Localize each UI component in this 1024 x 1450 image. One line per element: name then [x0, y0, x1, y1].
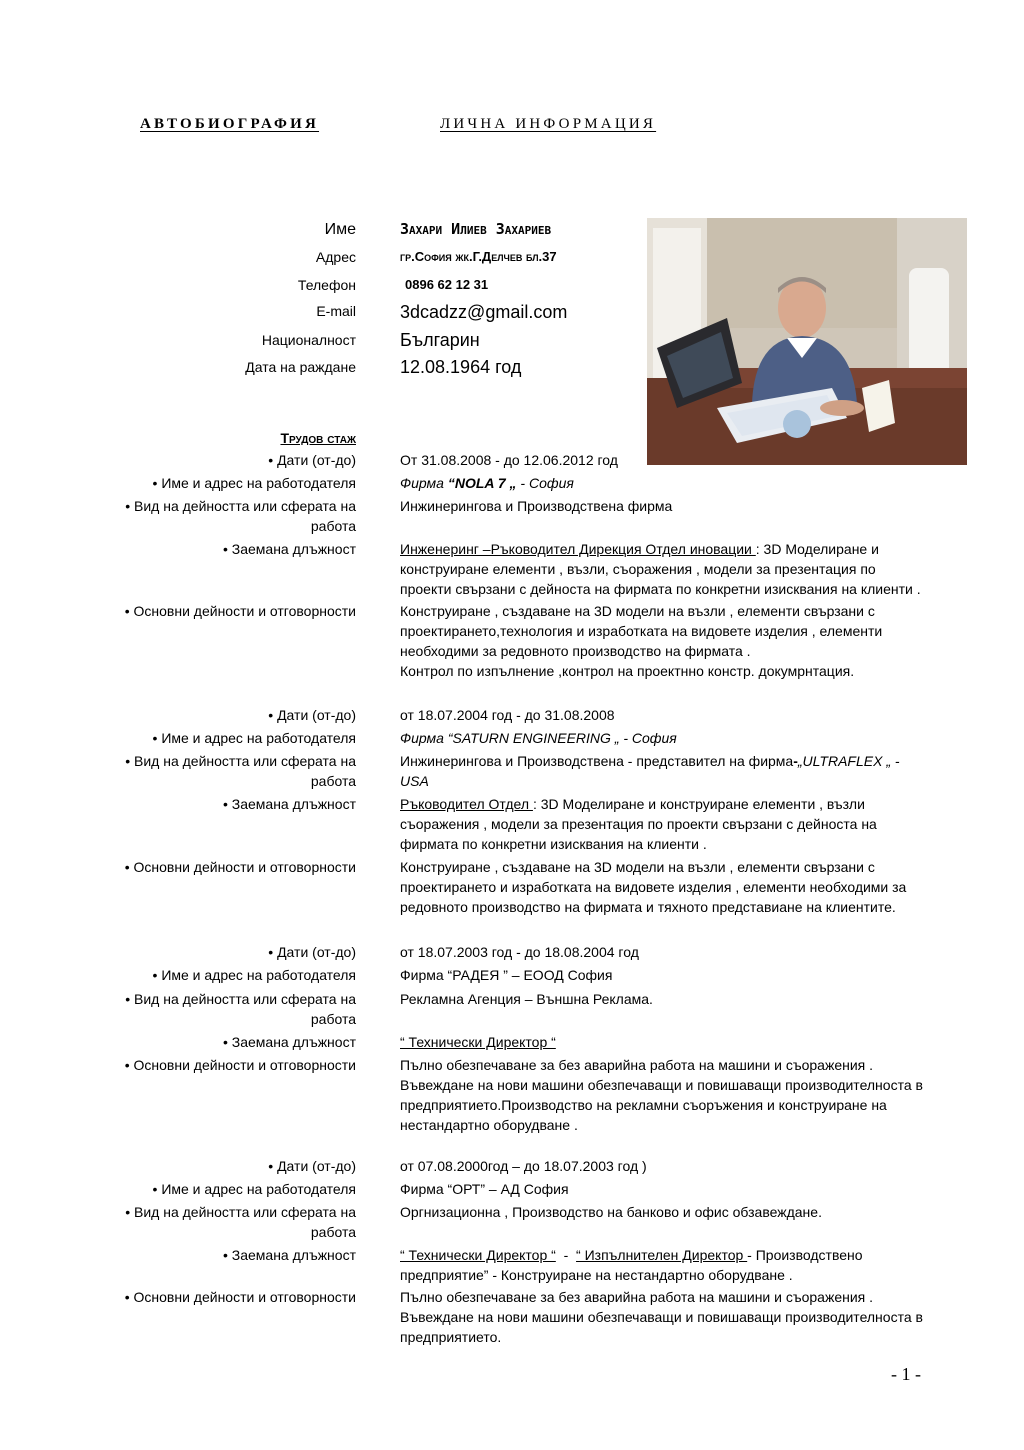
business-label-line2: работа — [310, 518, 356, 534]
job3-position-value: “ Технически Директор “ — [400, 1034, 556, 1050]
job1-position-value — [400, 539, 932, 599]
job4-position-value — [400, 1245, 932, 1285]
job4-position-title1: “ Технически Директор “ — [400, 1247, 556, 1263]
job2-business-italic: „ULTRAFLEX „ - — [797, 753, 900, 769]
job3-duties-label: • Основни дейности и отговорности — [124, 1057, 356, 1073]
job1-dates-label: • Дати (от-до) — [268, 452, 356, 468]
job1-employer-bold: “NOLA 7 „ — [447, 475, 517, 491]
job2-business-line1 — [400, 751, 932, 771]
job3-dates-label: • Дати (от-до) — [268, 944, 356, 960]
job4-duties-line1: Пълно обезпечаване за без аварийна работа на машини и съоражения . — [400, 1289, 874, 1305]
job3-dates-value: от 18.07.2003 год - до 18.08.2004 год — [400, 944, 639, 960]
job2-duties-label: • Основни дейности и отговорности — [124, 859, 356, 875]
experience-section-title: Трудов стаж — [280, 430, 356, 446]
job2-business-pre: Инжинерингова и Производствена - представител на фирма — [400, 753, 794, 769]
job2-duties-value — [400, 857, 932, 917]
business-label-line2: работа — [310, 773, 356, 789]
job2-position-line3: фирмата по конкретни изисквания на клиенти . — [400, 836, 707, 852]
profile-photo-illustration — [647, 218, 967, 465]
job4-duties-label: • Основни дейности и отговорности — [124, 1289, 356, 1305]
job3-duties-line1: Пълно обезпечаване за без аварийна работа на машини и съоражения . — [400, 1057, 874, 1073]
job2-dates-label: • Дати (от-до) — [268, 707, 356, 723]
job2-position-title: Ръководител Отдел — [400, 796, 533, 812]
profile-photo — [647, 218, 967, 465]
job1-duties-line4: Контрол по изпълнение ,контрол на проектнно констр. докумрнтация. — [400, 663, 855, 679]
email-label: E-mail — [316, 303, 356, 319]
job2-employer-label: • Име и адрес на работодателя — [152, 730, 356, 746]
job3-business-label — [125, 989, 356, 1029]
job4-duties-line2: Въвеждане на нови машини обезпечаващи и повишаващи производителноста в — [400, 1309, 923, 1325]
job4-business-value: Оргнизационна , Производство на банково и офис обзавеждане. — [400, 1204, 822, 1220]
job2-position-value — [400, 794, 932, 854]
phone-label: Телефон — [297, 277, 356, 293]
job4-employer-value: Фирма “ОРТ” – АД София — [400, 1181, 569, 1197]
job2-duties-line2: проектирането и изработката на видовете изделия , елементи необходими за — [400, 879, 907, 895]
phone-value: 0896 62 12 31 — [405, 277, 489, 292]
address-value: гр.София жк.Г.Делчев бл.37 — [400, 249, 557, 264]
business-label-line1: • Вид на дейността или сферата на — [125, 753, 356, 769]
name-value: Захари Илиев Захариев — [400, 220, 552, 238]
job2-position-line1 — [400, 794, 932, 814]
job1-position-rest: : 3D Моделиране и — [755, 541, 879, 557]
job1-duties-label: • Основни дейности и отговорности — [124, 603, 356, 619]
job4-business-label — [125, 1202, 356, 1242]
job1-position-label: • Заемана длъжност — [222, 541, 356, 557]
job1-duties-line2: проектирането,технология и изработката на видовете изделия , елементи — [400, 623, 883, 639]
job4-position-mid: - — [555, 1247, 577, 1263]
job1-employer-label: • Име и адрес на работодателя — [152, 475, 356, 491]
address-label: Адрес — [315, 249, 356, 265]
job3-business-value: Рекламна Агенция – Външна Реклама. — [400, 991, 653, 1007]
job1-duties-line1: Конструиране , създаване на 3D модели на възли , елементи свързани с — [400, 603, 875, 619]
job3-duties-line3: предприятието.Производство на рекламни съоръжения и конструиране на — [400, 1097, 887, 1113]
job2-position-rest: : 3D Моделиране и конструиране елементи , възли — [532, 796, 865, 812]
job1-position-line1 — [400, 539, 932, 559]
job2-dates-value: от 18.07.2004 год - до 31.08.2008 — [400, 707, 615, 723]
personal-info-title — [440, 116, 656, 133]
job1-employer-post: - София — [516, 475, 574, 491]
job4-employer-label: • Име и адрес на работодателя — [152, 1181, 356, 1197]
job3-employer-value: Фирма “РАДЕЯ ” – ЕООД София — [400, 967, 613, 983]
job2-duties-line3: редовното производство на фирмата и тяхното представиане на клиентите. — [400, 899, 896, 915]
job1-position-title: Инженеринг –Ръководител Дирекция Отдел иновации — [400, 541, 756, 557]
page-number: - 1 - — [891, 1364, 921, 1384]
business-label-line2: работа — [310, 1011, 356, 1027]
nationality-label: Националност — [261, 332, 356, 348]
business-label-line1: • Вид на дейността или сферата на — [125, 498, 356, 514]
job2-position-label: • Заемана длъжност — [222, 796, 356, 812]
job1-business-label — [125, 496, 356, 536]
business-label-line2: работа — [310, 1224, 356, 1240]
job1-position-line3: проекти свързани с дейноста на фирмата по конкретни изисквания на клиенти . — [400, 581, 921, 597]
job2-business-dash: - — [793, 753, 798, 769]
job2-business-line2: USA — [400, 773, 429, 789]
job1-employer-value — [400, 473, 932, 493]
job4-position-rest: - Производствено — [747, 1247, 863, 1263]
cv-title: АВТОБИОГРАФИЯ — [140, 116, 320, 132]
job4-position-line2: предприятие” - Конструиране на нестандартно оборудване . — [400, 1267, 793, 1283]
nationality-value: Българин — [400, 330, 480, 350]
name-label: Име — [324, 221, 356, 238]
job3-duties-line2: Въвеждане на нови машини обезпечаващи и повишаващи производителноста в — [400, 1077, 923, 1093]
birth-label: Дата на раждане — [245, 359, 356, 375]
personal-info-title-text: ЛИЧНА ИНФОРМАЦИЯ — [440, 116, 657, 132]
job1-position-line2: конструиране елементи , възли, съоражения , модели за презентация по — [400, 561, 876, 577]
job4-dates-value: от 07.08.2000год – до 18.07.2003 год ) — [400, 1158, 647, 1174]
job1-dates-value: От 31.08.2008 - до 12.06.2012 год — [400, 452, 618, 468]
job2-position-line2: съоражения , модели за презентация по проекти свързани с дейноста на — [400, 816, 877, 832]
job3-employer-label: • Име и адрес на работодателя — [152, 967, 356, 983]
job2-business-value — [400, 751, 932, 791]
job1-employer-pre: Фирма — [400, 475, 448, 491]
job2-duties-line1: Конструиране , създаване на 3D модели на възли , елементи свързани с — [400, 859, 875, 875]
job3-duties-line4: нестандартно оборудване . — [400, 1117, 578, 1133]
email-value: 3dcadzz@gmail.com — [400, 302, 568, 322]
job1-business-value: Инжинерингова и Производствена фирма — [400, 498, 673, 514]
job4-duties-line3: предприятието. — [400, 1329, 502, 1345]
business-label-line1: • Вид на дейността или сферата на — [125, 1204, 356, 1220]
job4-position-title2: “ Изпълнителен Директор — [576, 1247, 748, 1263]
job4-position-label: • Заемана длъжност — [222, 1247, 356, 1263]
job3-duties-value — [400, 1055, 932, 1135]
job4-duties-value — [400, 1287, 932, 1347]
job4-position-line1 — [400, 1245, 932, 1265]
job3-position-label: • Заемана длъжност — [222, 1034, 356, 1050]
job1-duties-value — [400, 601, 932, 681]
business-label-line1: • Вид на дейността или сферата на — [125, 991, 356, 1007]
birth-value: 12.08.1964 год — [400, 357, 522, 377]
job2-employer-value: Фирма “SATURN ENGINEERING „ - София — [400, 730, 677, 746]
job2-business-label — [125, 751, 356, 791]
job4-dates-label: • Дати (от-до) — [268, 1158, 356, 1174]
job1-duties-line3: необходими за редовното производство на фирмата . — [400, 643, 751, 659]
